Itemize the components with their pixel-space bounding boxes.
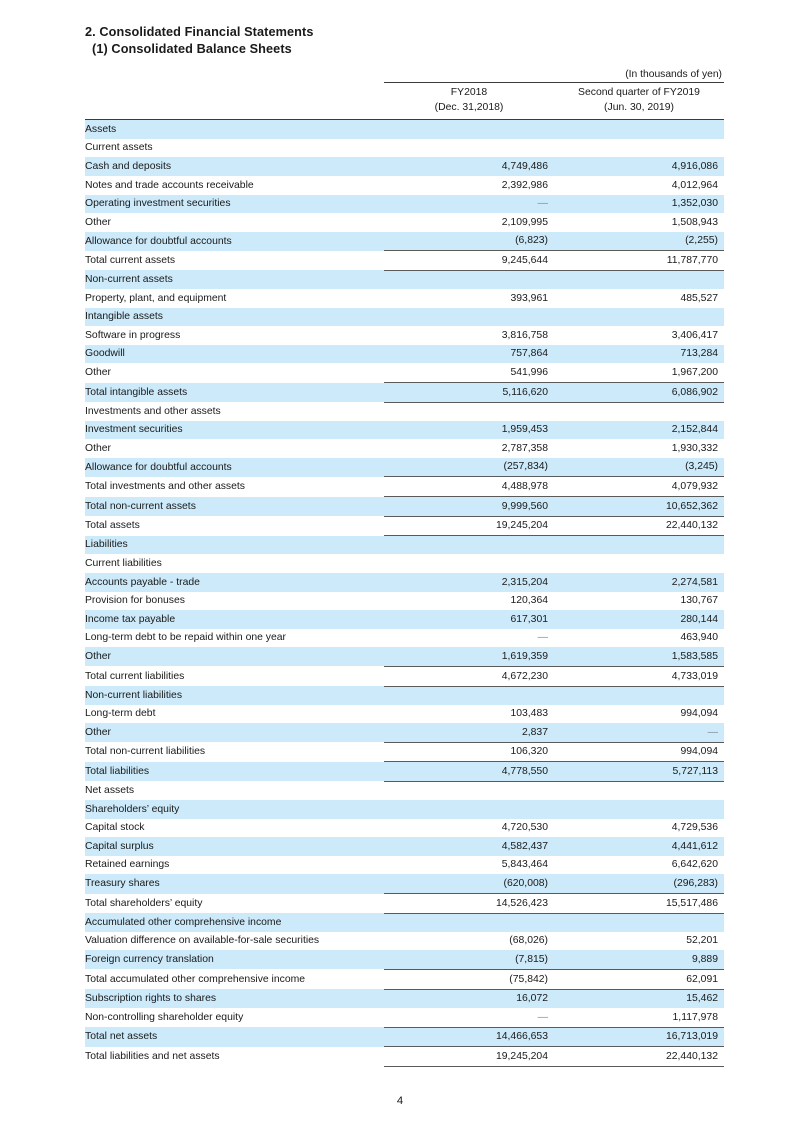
- table-row: [85, 458, 724, 477]
- table-row: [85, 969, 724, 989]
- header-label-column: [85, 83, 384, 120]
- table-row: [85, 742, 724, 762]
- row-value-fy2018: 14,526,423: [384, 894, 554, 914]
- row-value-q2-fy2019: (296,283): [554, 874, 724, 893]
- table-row: [85, 1027, 724, 1047]
- table-row: [85, 139, 724, 158]
- row-label: Software in progress: [85, 329, 181, 341]
- row-value-fy2018: 5,116,620: [384, 383, 554, 403]
- row-value-fy2018: 2,787,358: [501, 442, 548, 454]
- table-row: [85, 800, 724, 819]
- row-label: Capital stock: [85, 822, 145, 834]
- row-label: Total liabilities: [85, 762, 384, 782]
- row-value-q2-fy2019: [554, 308, 724, 327]
- row-label: Treasury shares: [85, 874, 384, 893]
- null-value-dash: —: [537, 1011, 548, 1023]
- table-row: [85, 251, 724, 271]
- table-row: [85, 363, 724, 382]
- row-value-fy2018: 541,996: [384, 363, 554, 382]
- row-value-q2-fy2019: [554, 139, 724, 158]
- row-label: Non-current assets: [85, 270, 384, 289]
- row-value-q2-fy2019: [554, 554, 724, 573]
- table-header-row: [85, 83, 724, 120]
- row-value-fy2018: 16,072: [384, 989, 554, 1008]
- row-value-fy2018: 120,364: [510, 595, 548, 607]
- row-label: Investments and other assets: [85, 405, 221, 417]
- header-column-fy2018: [384, 83, 554, 120]
- row-label: Total current assets: [85, 254, 176, 266]
- table-row: [85, 213, 724, 232]
- table-row: [85, 270, 724, 289]
- table-header: [85, 83, 724, 120]
- table-row: [85, 723, 724, 742]
- table-row: [85, 819, 724, 838]
- row-label: Subscription rights to shares: [85, 989, 384, 1008]
- row-label: Investment securities: [85, 421, 384, 440]
- row-value-q2-fy2019: 10,652,362: [554, 497, 724, 517]
- table-row: [85, 345, 724, 364]
- row-label: Cash and deposits: [85, 157, 384, 176]
- row-value-fy2018: 9,999,560: [384, 497, 554, 517]
- table-row: [85, 894, 724, 914]
- row-value-fy2018: 3,816,758: [501, 329, 548, 341]
- row-value-fy2018: 4,778,550: [384, 762, 554, 782]
- row-label: Notes and trade accounts receivable: [85, 179, 254, 191]
- row-value-fy2018: (68,026): [509, 935, 548, 947]
- row-value-fy2018: [384, 139, 554, 158]
- table-row: [85, 536, 724, 555]
- row-value-fy2018: (75,842): [384, 969, 554, 989]
- row-label: Property, plant, and equipment: [85, 292, 227, 304]
- row-value-q2-fy2019: 16,713,019: [554, 1027, 724, 1047]
- row-label: Shareholders’ equity: [85, 800, 384, 819]
- row-label: Net assets: [85, 785, 135, 797]
- null-value-dash: —: [707, 726, 718, 738]
- row-value-fy2018: [384, 1008, 554, 1027]
- row-value-q2-fy2019: [554, 402, 724, 421]
- table-row: [85, 176, 724, 195]
- row-value-q2-fy2019: 4,733,019: [554, 666, 724, 686]
- table-row: [85, 232, 724, 251]
- table-row: [85, 856, 724, 875]
- row-value-q2-fy2019: 6,086,902: [554, 383, 724, 403]
- row-label: Foreign currency translation: [85, 950, 384, 969]
- row-value-q2-fy2019: 62,091: [554, 969, 724, 989]
- null-value-dash: —: [537, 198, 548, 210]
- row-value-q2-fy2019: 5,727,113: [554, 762, 724, 782]
- row-label: Goodwill: [85, 345, 384, 364]
- row-value-fy2018: [384, 536, 554, 555]
- row-label: Long-term debt to be repaid within one year: [85, 632, 287, 644]
- table-row: [85, 647, 724, 666]
- row-value-q2-fy2019: 4,729,536: [671, 822, 718, 834]
- table-row: [85, 421, 724, 440]
- row-value-fy2018: 2,109,995: [501, 216, 548, 228]
- table-row: [85, 554, 724, 573]
- row-value-fy2018: 1,619,359: [384, 647, 554, 666]
- table-row: [85, 932, 724, 951]
- row-value-q2-fy2019: 994,094: [680, 708, 718, 720]
- row-value-fy2018: 757,864: [384, 345, 554, 364]
- subsection-heading: (1) Consolidated Balance Sheets: [92, 42, 292, 56]
- table-row: [85, 516, 724, 536]
- row-value-q2-fy2019: (3,245): [554, 458, 724, 477]
- table-row: [85, 781, 724, 800]
- row-value-q2-fy2019: (2,255): [554, 232, 724, 251]
- table-row: [85, 573, 724, 592]
- table-row: [85, 989, 724, 1008]
- row-label: Allowance for doubtful accounts: [85, 232, 384, 251]
- row-label: Total liabilities and net assets: [85, 1050, 220, 1062]
- row-label: Accumulated other comprehensive income: [85, 913, 384, 932]
- row-label: Other: [85, 216, 111, 228]
- row-value-fy2018: 19,245,204: [384, 516, 554, 536]
- row-value-fy2018: [384, 120, 554, 139]
- row-label: Total net assets: [85, 1027, 384, 1047]
- row-value-q2-fy2019: 280,144: [554, 610, 724, 629]
- row-value-fy2018: (7,815): [384, 950, 554, 969]
- row-value-q2-fy2019: 485,527: [680, 292, 718, 304]
- header-q2fy2019-line1: Second quarter of FY2019: [578, 87, 700, 98]
- row-value-q2-fy2019: 1,508,943: [671, 216, 718, 228]
- row-label: Total non-current assets: [85, 497, 384, 517]
- table-row: [85, 592, 724, 611]
- row-value-fy2018: 4,488,978: [384, 477, 554, 497]
- null-value-dash: —: [537, 632, 548, 644]
- row-value-fy2018: 4,672,230: [384, 666, 554, 686]
- row-value-q2-fy2019: 52,201: [686, 935, 718, 947]
- row-value-fy2018: 103,483: [510, 708, 548, 720]
- row-value-q2-fy2019: 1,583,585: [554, 647, 724, 666]
- row-label: Long-term debt: [85, 708, 156, 720]
- table-row: [85, 686, 724, 705]
- row-label: Total non-current liabilities: [85, 746, 206, 758]
- row-value-fy2018: (257,834): [384, 458, 554, 477]
- row-value-fy2018: [384, 270, 554, 289]
- row-value-fy2018: (6,823): [384, 232, 554, 251]
- row-value-q2-fy2019: [554, 120, 724, 139]
- row-value-fy2018: 5,843,464: [501, 859, 548, 871]
- balance-sheet-table: [85, 82, 724, 1067]
- row-value-fy2018: [384, 629, 554, 648]
- header-fy2018-line2: (Dec. 31,2018): [434, 101, 504, 113]
- row-label: Provision for bonuses: [85, 595, 185, 607]
- table-row: [85, 666, 724, 686]
- table-row: [85, 950, 724, 969]
- row-label: Current liabilities: [85, 557, 162, 569]
- row-label: Total shareholders’ equity: [85, 897, 203, 909]
- table-row: [85, 610, 724, 629]
- table-row: [85, 705, 724, 724]
- header-column-q2-fy2019: [554, 83, 724, 120]
- row-value-fy2018: 4,582,437: [384, 837, 554, 856]
- row-value-q2-fy2019: 2,274,581: [554, 573, 724, 592]
- table-row: [85, 439, 724, 458]
- row-value-q2-fy2019: [554, 781, 724, 800]
- table-row: [85, 383, 724, 403]
- table-row: [85, 629, 724, 648]
- row-label: Non-controlling shareholder equity: [85, 1011, 244, 1023]
- row-value-fy2018: 14,466,653: [384, 1027, 554, 1047]
- row-label: Retained earnings: [85, 859, 170, 871]
- row-value-q2-fy2019: 2,152,844: [554, 421, 724, 440]
- row-value-fy2018: 2,315,204: [384, 573, 554, 592]
- table-row: [85, 157, 724, 176]
- row-value-q2-fy2019: 4,441,612: [554, 837, 724, 856]
- row-value-q2-fy2019: 4,079,932: [554, 477, 724, 497]
- row-value-fy2018: [384, 554, 554, 573]
- row-label: Total accumulated other comprehensive income: [85, 973, 306, 985]
- row-value-q2-fy2019: 15,462: [554, 989, 724, 1008]
- row-value-q2-fy2019: [554, 723, 724, 742]
- row-label: Current assets: [85, 142, 153, 154]
- row-value-fy2018: 4,720,530: [501, 822, 548, 834]
- row-value-q2-fy2019: [554, 536, 724, 555]
- row-label: Other: [85, 723, 384, 742]
- row-label: Assets: [85, 120, 384, 139]
- table-row: [85, 1047, 724, 1067]
- header-fy2018-line1: FY2018: [450, 87, 488, 98]
- page-title: [85, 24, 724, 58]
- row-label: Valuation difference on available-for-sale securities: [85, 935, 320, 947]
- row-value-fy2018: 617,301: [384, 610, 554, 629]
- row-value-q2-fy2019: 1,352,030: [554, 195, 724, 214]
- page-number: 4: [396, 1095, 404, 1107]
- row-label: Other: [85, 647, 384, 666]
- row-value-fy2018: 1,959,453: [384, 421, 554, 440]
- row-value-q2-fy2019: 9,889: [554, 950, 724, 969]
- table-row: [85, 762, 724, 782]
- row-label: Accounts payable - trade: [85, 573, 384, 592]
- row-value-q2-fy2019: 994,094: [554, 742, 724, 762]
- row-label: Capital surplus: [85, 837, 384, 856]
- row-label: Allowance for doubtful accounts: [85, 458, 384, 477]
- table-row: [85, 477, 724, 497]
- row-value-fy2018: [384, 800, 554, 819]
- row-value-q2-fy2019: [554, 686, 724, 705]
- header-q2fy2019-line2: (Jun. 30, 2019): [604, 101, 674, 113]
- row-value-q2-fy2019: 4,916,086: [554, 157, 724, 176]
- table-row: [85, 195, 724, 214]
- row-value-fy2018: 9,245,644: [384, 251, 554, 271]
- row-label: Other: [85, 367, 111, 379]
- row-value-q2-fy2019: 463,940: [680, 632, 718, 644]
- row-value-q2-fy2019: [554, 913, 724, 932]
- row-value-fy2018: [384, 195, 554, 214]
- table-row: [85, 497, 724, 517]
- section-heading: 2. Consolidated Financial Statements: [85, 25, 314, 39]
- row-value-fy2018: [384, 402, 554, 421]
- row-value-fy2018: [384, 913, 554, 932]
- units-note: (In thousands of yen): [625, 69, 722, 80]
- row-value-fy2018: [384, 686, 554, 705]
- row-value-q2-fy2019: 22,440,132: [554, 516, 724, 536]
- row-value-fy2018: 106,320: [384, 742, 554, 762]
- row-label: Other: [85, 442, 111, 454]
- row-value-fy2018: 4,749,486: [384, 157, 554, 176]
- row-label: Income tax payable: [85, 610, 384, 629]
- row-value-q2-fy2019: [554, 800, 724, 819]
- row-value-q2-fy2019: 713,284: [554, 345, 724, 364]
- table-row: [85, 289, 724, 308]
- row-value-q2-fy2019: 22,440,132: [554, 1047, 724, 1067]
- row-value-fy2018: (620,008): [384, 874, 554, 893]
- table-body: [85, 120, 724, 1067]
- row-label: Operating investment securities: [85, 195, 384, 214]
- table-row: [85, 120, 724, 139]
- row-value-q2-fy2019: 1,930,332: [671, 442, 718, 454]
- row-value-fy2018: 2,837: [384, 723, 554, 742]
- table-row: [85, 308, 724, 327]
- row-label: Total investments and other assets: [85, 481, 245, 493]
- row-value-q2-fy2019: 15,517,486: [554, 894, 724, 914]
- row-value-fy2018: 2,392,986: [501, 179, 548, 191]
- row-label: Intangible assets: [85, 308, 384, 327]
- table-row: [85, 402, 724, 421]
- row-value-q2-fy2019: 6,642,620: [671, 859, 718, 871]
- row-label: Non-current liabilities: [85, 686, 384, 705]
- row-value-fy2018: [384, 308, 554, 327]
- table-row: [85, 326, 724, 345]
- row-value-q2-fy2019: 11,787,770: [554, 251, 724, 271]
- row-label: Liabilities: [85, 536, 384, 555]
- row-value-q2-fy2019: 130,767: [680, 595, 718, 607]
- table-row: [85, 874, 724, 893]
- row-value-fy2018: [384, 781, 554, 800]
- row-value-q2-fy2019: 1,117,978: [554, 1008, 724, 1027]
- row-value-q2-fy2019: [554, 270, 724, 289]
- row-label: Total intangible assets: [85, 383, 384, 403]
- table-row: [85, 1008, 724, 1027]
- row-value-q2-fy2019: 4,012,964: [671, 179, 718, 191]
- row-label: Total current liabilities: [85, 670, 185, 682]
- row-label: Total assets: [85, 520, 140, 532]
- table-row: [85, 913, 724, 932]
- row-value-fy2018: 19,245,204: [384, 1047, 554, 1067]
- row-value-q2-fy2019: 1,967,200: [554, 363, 724, 382]
- row-value-fy2018: 393,961: [510, 292, 548, 304]
- table-row: [85, 837, 724, 856]
- row-value-q2-fy2019: 3,406,417: [671, 329, 718, 341]
